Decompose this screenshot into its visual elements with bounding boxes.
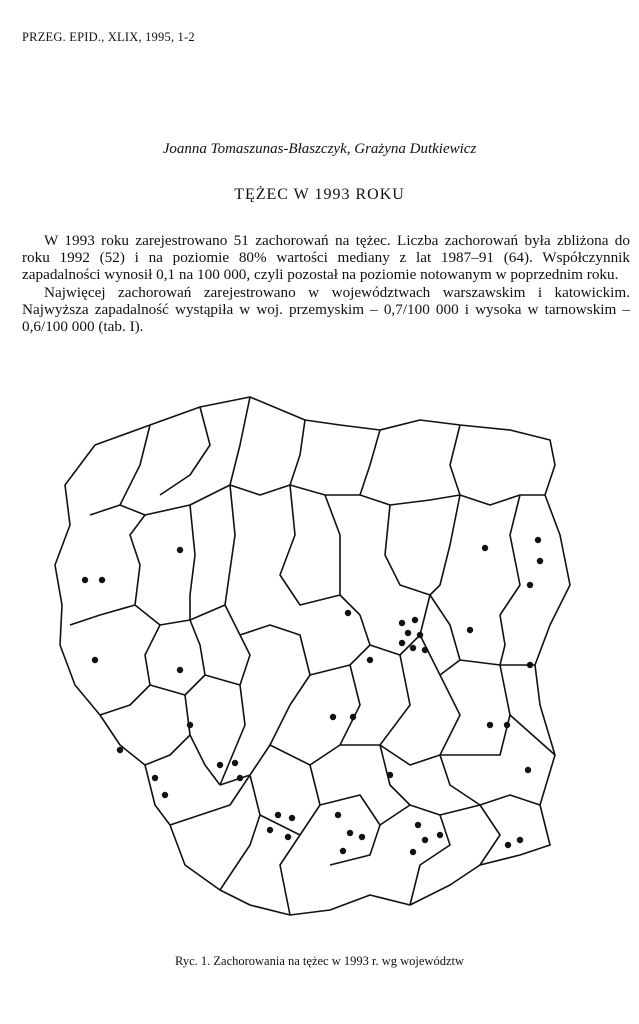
case-dot: [237, 775, 243, 781]
case-dot: [232, 760, 238, 766]
case-dot: [437, 832, 443, 838]
case-dots: [82, 537, 543, 855]
case-dot: [487, 722, 493, 728]
case-dot: [359, 834, 365, 840]
case-dot: [162, 792, 168, 798]
case-dot: [99, 577, 105, 583]
case-dot: [92, 657, 98, 663]
case-dot: [152, 775, 158, 781]
case-dot: [537, 558, 543, 564]
case-dot: [347, 830, 353, 836]
case-dot: [335, 812, 341, 818]
case-dot: [417, 632, 423, 638]
poland-voivodeship-map: [40, 385, 600, 945]
case-dot: [422, 647, 428, 653]
case-dot: [350, 714, 356, 720]
case-dot: [345, 610, 351, 616]
case-dot: [399, 620, 405, 626]
authors: Joanna Tomaszunas-Błaszczyk, Grażyna Dutkiewicz: [162, 141, 477, 157]
paragraph-2: Najwięcej zachorowań zarejestrowano w województwach warszawskim i katowickim. Najwyższa zapadalność wystąpiła w woj. przemyskim – 0,7/100 000 i wysoka w tarnowskim – 0,6/100 000 (tab. I).: [22, 283, 630, 336]
case-dot: [482, 545, 488, 551]
case-dot: [412, 617, 418, 623]
case-dot: [275, 812, 281, 818]
case-dot: [527, 582, 533, 588]
case-dot: [117, 747, 123, 753]
case-dot: [422, 837, 428, 843]
journal-header: PRZEG. EPID., XLIX, 1995, 1-2: [22, 30, 195, 44]
case-dot: [410, 645, 416, 651]
case-dot: [399, 640, 405, 646]
case-dot: [177, 667, 183, 673]
case-dot: [525, 767, 531, 773]
case-dot: [267, 827, 273, 833]
case-dot: [289, 815, 295, 821]
case-dot: [187, 722, 193, 728]
case-dot: [517, 837, 523, 843]
case-dot: [340, 848, 346, 854]
case-dot: [504, 722, 510, 728]
case-dot: [82, 577, 88, 583]
case-dot: [410, 849, 416, 855]
figure-caption: Ryc. 1. Zachorowania na tężec w 1993 r. wg województw: [175, 954, 464, 968]
case-dot: [285, 834, 291, 840]
case-dot: [535, 537, 541, 543]
case-dot: [505, 842, 511, 848]
case-dot: [367, 657, 373, 663]
article-title: TĘŻEC W 1993 ROKU: [234, 186, 405, 203]
article-body: [22, 232, 630, 335]
case-dot: [415, 822, 421, 828]
case-dot: [405, 630, 411, 636]
case-dot: [387, 772, 393, 778]
country-outline: [55, 397, 570, 915]
paragraph-1: W 1993 roku zarejestrowano 51 zachorowań na tężec. Liczba zachorowań była zbliżona do roku 1992 (52) i na poziomie 80% wartości mediany z lat 1987–91 (64). Współczynnik zapadalności wynosił 0,1 na 100 000, czyli pozostał na poziomie notowanym w poprzednim roku.: [22, 232, 630, 284]
case-dot: [217, 762, 223, 768]
case-dot: [527, 662, 533, 668]
case-dot: [330, 714, 336, 720]
case-dot: [467, 627, 473, 633]
case-dot: [177, 547, 183, 553]
